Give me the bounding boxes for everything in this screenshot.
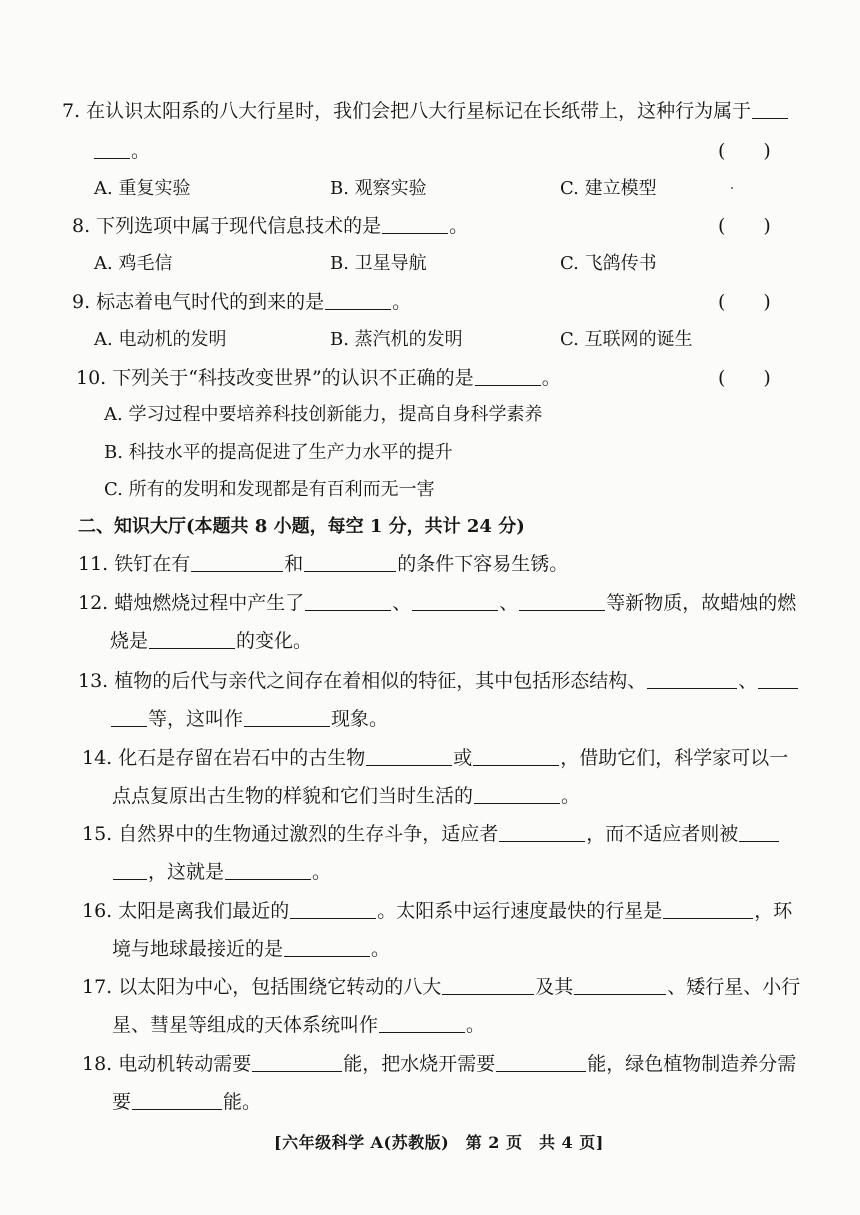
question-14-text: 或 [453,747,473,769]
question-17 [82,975,800,999]
question-11-text: 的条件下容易生锈。 [397,553,569,575]
page-footer: [六年级科学 A(苏教版) 第 2 页 共 4 页] [274,1133,604,1152]
question-9 [72,290,411,314]
option-b: B. 卫星导航 [330,253,427,274]
answer-paren[interactable]: ( ) [718,367,771,389]
answer-blank[interactable] [94,140,130,159]
answer-blank[interactable] [379,1014,465,1033]
answer-blank[interactable] [305,592,391,611]
option-b: B. 科技水平的提高促进了生产力水平的提升 [104,442,453,463]
answer-blank[interactable] [252,1053,342,1072]
question-12-text: 等新物质，故蜡烛的燃 [606,592,797,614]
answer-blank[interactable] [647,670,737,689]
answer-blank[interactable] [663,900,753,919]
question-12-continued [110,629,312,653]
question-16-text: 。太阳系中运行速度最快的行星是 [377,900,663,922]
question-7 [62,99,789,123]
answer-blank[interactable] [752,100,788,119]
question-8-text: 8. 下列选项中属于现代信息技术的是 [72,215,382,237]
question-12-text: 烧是 [110,630,149,652]
question-10-text: 10. 下列关于“科技改变世界”的认识不正确的是 [76,367,474,389]
answer-blank[interactable] [412,592,498,611]
question-15-text: 。 [312,861,332,883]
question-17-continued [112,1013,485,1037]
question-15-continued [112,860,331,884]
question-12-text: 12. 蜡烛燃烧过程中产生了 [78,592,305,614]
question-7-text: 7. 在认识太阳系的八大行星时，我们会把八大行星标记在长纸带上，这种行为属于 [62,100,752,122]
option-a: A. 重复实验 [94,178,191,199]
option-c: C. 建立模型 [560,178,657,199]
answer-blank[interactable] [442,976,534,995]
question-14-text: 14. 化石是存留在岩石中的古生物 [82,747,366,769]
question-18-continued [112,1090,261,1114]
option-c: C. 互联网的诞生 [560,329,693,350]
question-7-tail: 。 [131,140,151,162]
answer-blank[interactable] [149,630,235,649]
answer-blank[interactable] [132,1091,222,1110]
question-9-text: 9. 标志着电气时代的到来的是 [72,291,325,313]
question-10-tail: 。 [541,367,561,389]
question-18-text: 能，绿色植物制造养分需 [587,1053,797,1075]
question-18-text: 能。 [223,1091,262,1113]
question-15-text: ，这就是 [148,861,225,883]
answer-blank[interactable] [758,670,798,689]
question-15 [82,822,780,846]
answer-paren[interactable]: ( ) [718,215,771,237]
answer-blank[interactable] [366,747,452,766]
question-8 [72,214,468,238]
question-16-text: ，环 [754,900,793,922]
answer-blank[interactable] [225,861,311,880]
section-heading: 二、知识大厅(本题共 8 小题，每空 1 分，共计 24 分) [78,516,525,537]
question-14 [82,746,788,770]
question-14-continued [112,784,580,808]
answer-blank[interactable] [496,1053,586,1072]
answer-blank[interactable] [382,215,448,234]
question-14-text: 。 [561,785,581,807]
question-17-text: 17. 以太阳为中心，包括围绕它转动的八大 [82,976,442,998]
question-9-tail: 。 [392,291,412,313]
answer-blank[interactable] [111,708,147,727]
option-a: A. 电动机的发明 [94,329,227,350]
answer-blank[interactable] [284,938,370,957]
question-18-text: 18. 电动机转动需要 [82,1053,252,1075]
answer-blank[interactable] [304,553,396,572]
answer-blank[interactable] [244,708,330,727]
question-15-text: 15. 自然界中的生物通过激烈的生存斗争，适应者 [82,823,499,845]
option-b: B. 蒸汽机的发明 [330,329,463,350]
question-12-text: 的变化。 [236,630,313,652]
question-11-text: 11. 铁钉在有 [78,553,191,575]
option-a: A. 学习过程中要培养科技创新能力，提高自身科学素养 [104,404,543,425]
question-17-text: 及其 [535,976,574,998]
question-18-text: 能，把水烧开需要 [343,1053,496,1075]
question-12 [78,591,796,615]
question-16-text: 。 [371,938,391,960]
answer-paren[interactable]: ( ) [718,291,771,313]
question-14-text: ，借助它们，科学家可以一 [560,747,789,769]
question-13 [78,669,799,693]
option-c: C. 飞鸽传书 [560,253,657,274]
question-10 [76,366,561,390]
question-16-text: 境与地球最接近的是 [112,938,284,960]
question-12-text: 、 [392,592,412,614]
question-18 [82,1052,796,1076]
question-18-text: 要 [112,1091,132,1113]
question-8-tail: 。 [449,215,469,237]
answer-blank[interactable] [325,291,391,310]
question-16-continued [112,937,390,961]
question-7-continued [93,139,150,163]
question-11 [78,552,568,576]
question-13-text: 、 [738,670,758,692]
question-14-text: 点点复原出古生物的样貌和它们当时生活的 [112,785,474,807]
question-17-text: 星、彗星等组成的天体系统叫作 [112,1014,379,1036]
question-17-text: 。 [466,1014,486,1036]
question-16 [82,899,792,923]
option-b: B. 观察实验 [330,178,427,199]
answer-blank[interactable] [739,823,779,842]
answer-blank[interactable] [574,976,666,995]
question-17-text: 、矮行星、小行 [667,976,801,998]
answer-paren[interactable]: ( ) [718,140,771,162]
question-13-text: 等，这叫作 [148,708,244,730]
speck [731,187,733,189]
question-16-text: 16. 太阳是离我们最近的 [82,900,290,922]
answer-blank[interactable] [290,900,376,919]
answer-blank[interactable] [519,592,605,611]
question-11-text: 和 [284,553,304,575]
question-13-text: 13. 植物的后代与亲代之间存在着相似的特征，其中包括形态结构、 [78,670,647,692]
answer-blank[interactable] [499,823,585,842]
answer-blank[interactable] [475,367,541,386]
option-c: C. 所有的发明和发现都是有百利而无一害 [104,479,435,500]
question-15-text: ，而不适应者则被 [586,823,739,845]
question-13-continued [110,707,388,731]
question-13-text: 现象。 [331,708,389,730]
answer-blank[interactable] [473,747,559,766]
answer-blank[interactable] [191,553,283,572]
question-12-text: 、 [499,592,519,614]
answer-blank[interactable] [474,785,560,804]
answer-blank[interactable] [113,861,147,880]
option-a: A. 鸡毛信 [94,253,173,274]
